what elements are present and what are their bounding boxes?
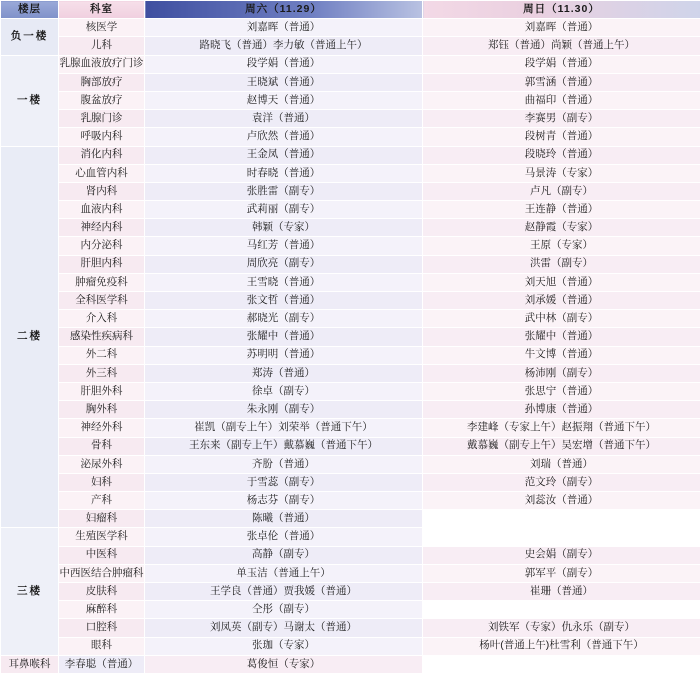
saturday-doctor: 王晓斌（普通） [145,73,423,91]
sunday-doctor: 郭雪涵（普通） [423,73,700,91]
table-row [1,419,700,437]
department-name: 消化内科 [59,146,145,164]
table-row [1,510,700,528]
saturday-doctor: 徐卓（副专） [145,382,423,400]
sunday-doctor [423,528,700,546]
saturday-doctor: 张耀中（普通） [145,328,423,346]
table-row [1,73,700,91]
saturday-doctor: 马红芳（普通） [145,237,423,255]
header-row [1,1,700,19]
table-header [1,1,700,19]
saturday-doctor: 刘凤英（副专）马谢太（普通） [145,619,423,637]
saturday-doctor: 张文哲（普通） [145,292,423,310]
header-sunday: 周日（11.30） [423,1,700,19]
department-name: 眼科 [59,637,145,655]
table-row [1,583,700,601]
table-row [1,310,700,328]
department-name: 心血管内科 [59,164,145,182]
sunday-doctor [423,601,700,619]
department-name: 产科 [59,492,145,510]
table-row [1,164,700,182]
saturday-doctor: 高静（副专） [145,546,423,564]
department-name: 胸部放疗 [59,73,145,91]
sunday-doctor: 段晓玲（普通） [423,146,700,164]
sunday-doctor: 段树青（普通） [423,128,700,146]
department-name: 皮肤科 [59,583,145,601]
department-name: 腹盆放疗 [59,91,145,109]
floor-label: 二楼 [1,146,59,528]
department-name: 肝胆内科 [59,255,145,273]
table-row [1,19,700,37]
sunday-doctor: 刘承媛（普通） [423,292,700,310]
header-saturday: 周六（11.29） [145,1,423,19]
sunday-doctor: 刘嘉晖（普通） [423,19,700,37]
table-row [1,455,700,473]
table-row [1,91,700,109]
sunday-doctor: 王原（专家） [423,237,700,255]
saturday-doctor: 路晓飞（普通）李力敏（普通上午） [145,37,423,55]
saturday-doctor: 王雪晓（普通） [145,273,423,291]
table-row [1,182,700,200]
saturday-doctor: 刘嘉晖（普通） [145,19,423,37]
floor-label: 负一楼 [1,19,59,55]
saturday-doctor: 张珈（专家） [145,637,423,655]
table-row [1,619,700,637]
sunday-doctor: 史会娟（副专） [423,546,700,564]
sunday-doctor: 段学娟（普通） [423,55,700,73]
sunday-doctor: 孙博康（普通） [423,401,700,419]
sunday-doctor: 杨叶(普通上午)杜雪利（普通下午） [423,637,700,655]
table-row [1,37,700,55]
saturday-doctor: 时春晓（普通） [145,164,423,182]
saturday-doctor: 王东来（副专上午）戴慕巍（普通下午） [145,437,423,455]
saturday-doctor: 陈曦（普通） [145,510,423,528]
table-row [1,492,700,510]
table-row [1,473,700,491]
department-name: 感染性疾病科 [59,328,145,346]
saturday-doctor: 崔凯（副专上午）刘荣举（普通下午） [145,419,423,437]
saturday-doctor: 于雪蕊（副专） [145,473,423,491]
floor-label: 一楼 [1,55,59,146]
department-name: 中西医结合肿瘤科 [59,564,145,582]
saturday-doctor: 郑涛（普通） [145,364,423,382]
sunday-doctor: 崔珊（普通） [423,583,700,601]
saturday-doctor: 卢欣然（普通） [145,128,423,146]
department-name: 内分泌科 [59,237,145,255]
saturday-doctor: 段学娟（普通） [145,55,423,73]
saturday-doctor: 周欣亮（副专） [145,255,423,273]
saturday-doctor: 苏明明（普通） [145,346,423,364]
saturday-doctor: 朱永刚（副专） [145,401,423,419]
department-name: 肝胆外科 [59,382,145,400]
table-row [1,601,700,619]
sunday-doctor: 刘铁军（专家）仇永乐（副专） [423,619,700,637]
table-row [1,219,700,237]
department-name: 血液内科 [59,201,145,219]
sunday-doctor: 张耀中（普通） [423,328,700,346]
saturday-doctor: 赵博天（普通） [145,91,423,109]
header-department: 科室 [59,1,145,19]
sunday-doctor: 范文玲（副专） [423,473,700,491]
department-name: 妇瘤科 [59,510,145,528]
department-name: 生殖医学科 [59,528,145,546]
table-row [1,201,700,219]
sunday-doctor: 武中林（副专） [423,310,700,328]
saturday-doctor: 杨志芬（副专） [145,492,423,510]
department-name: 妇科 [59,473,145,491]
saturday-doctor: 张胜雷（副专） [145,182,423,200]
sunday-doctor: 曲福印（普通） [423,91,700,109]
department-name: 耳鼻喉科 [1,655,59,673]
department-name: 口腔科 [59,619,145,637]
table-row [1,382,700,400]
department-name: 中医科 [59,546,145,564]
saturday-doctor: 王金凤（普通） [145,146,423,164]
saturday-doctor: 齐朌（普通） [145,455,423,473]
department-name: 外三科 [59,364,145,382]
department-name: 乳腺血液放疗门诊 [59,55,145,73]
sunday-doctor: 马景涛（专家） [423,164,700,182]
table-row [1,655,700,673]
sunday-doctor: 卢凡（副专） [423,182,700,200]
department-name: 乳腺门诊 [59,110,145,128]
department-name: 全科医学科 [59,292,145,310]
table-row [1,273,700,291]
department-name: 肿瘤免疫科 [59,273,145,291]
department-name: 外二科 [59,346,145,364]
sunday-doctor: 郭军平（副专） [423,564,700,582]
saturday-doctor: 袁洋（普通） [145,110,423,128]
table-row [1,637,700,655]
table-row [1,346,700,364]
sunday-doctor: 郑钰（普通）尚颖（普通上午） [423,37,700,55]
sunday-doctor: 刘蕊汝（普通） [423,492,700,510]
sunday-doctor: 李建峰（专家上午）赵振翔（普通下午） [423,419,700,437]
saturday-doctor: 武莉丽（副专） [145,201,423,219]
table-row [1,437,700,455]
table-row [1,237,700,255]
sunday-doctor: 刘瑞（普通） [423,455,700,473]
saturday-doctor: 张卓伦（普通） [145,528,423,546]
table-row [1,328,700,346]
sunday-doctor: 赵静霞（专家） [423,219,700,237]
department-name: 介入科 [59,310,145,328]
department-name: 骨科 [59,437,145,455]
table-row [1,364,700,382]
department-name: 肾内科 [59,182,145,200]
table-row [1,546,700,564]
department-name: 麻醉科 [59,601,145,619]
sunday-doctor: 葛俊恒（专家） [145,655,423,673]
floor-label: 三楼 [1,528,59,655]
saturday-doctor: 王学良（普通）贾我媛（普通） [145,583,423,601]
department-name: 神经内科 [59,219,145,237]
department-name: 胸外科 [59,401,145,419]
table-body [1,19,700,674]
sunday-doctor [423,510,700,528]
department-name: 儿科 [59,37,145,55]
table-row [1,528,700,546]
table-row [1,128,700,146]
table-row [1,401,700,419]
saturday-doctor: 郝晓光（副专） [145,310,423,328]
sunday-doctor: 牛文博（普通） [423,346,700,364]
sunday-doctor: 李赛男（副专） [423,110,700,128]
header-floor: 楼层 [1,1,59,19]
saturday-doctor: 单玉洁（普通上午） [145,564,423,582]
sunday-doctor: 洪雷（副专） [423,255,700,273]
table-row [1,292,700,310]
department-name: 神经外科 [59,419,145,437]
saturday-doctor: 仝彤（副专） [145,601,423,619]
sunday-doctor: 王连静（普通） [423,201,700,219]
department-name: 泌尿外科 [59,455,145,473]
table-row [1,564,700,582]
sunday-doctor: 张思宁（普通） [423,382,700,400]
table-row [1,255,700,273]
table-row [1,55,700,73]
department-name: 核医学 [59,19,145,37]
sunday-doctor: 刘天旭（普通） [423,273,700,291]
sunday-doctor: 戴慕巍（副专上午）吴宏增（普通下午） [423,437,700,455]
saturday-doctor: 李春聪（普通） [59,655,145,673]
saturday-doctor: 韩颖（专家） [145,219,423,237]
department-name: 呼吸内科 [59,128,145,146]
table-row [1,110,700,128]
table-row [1,146,700,164]
sunday-doctor: 杨沛刚（副专） [423,364,700,382]
